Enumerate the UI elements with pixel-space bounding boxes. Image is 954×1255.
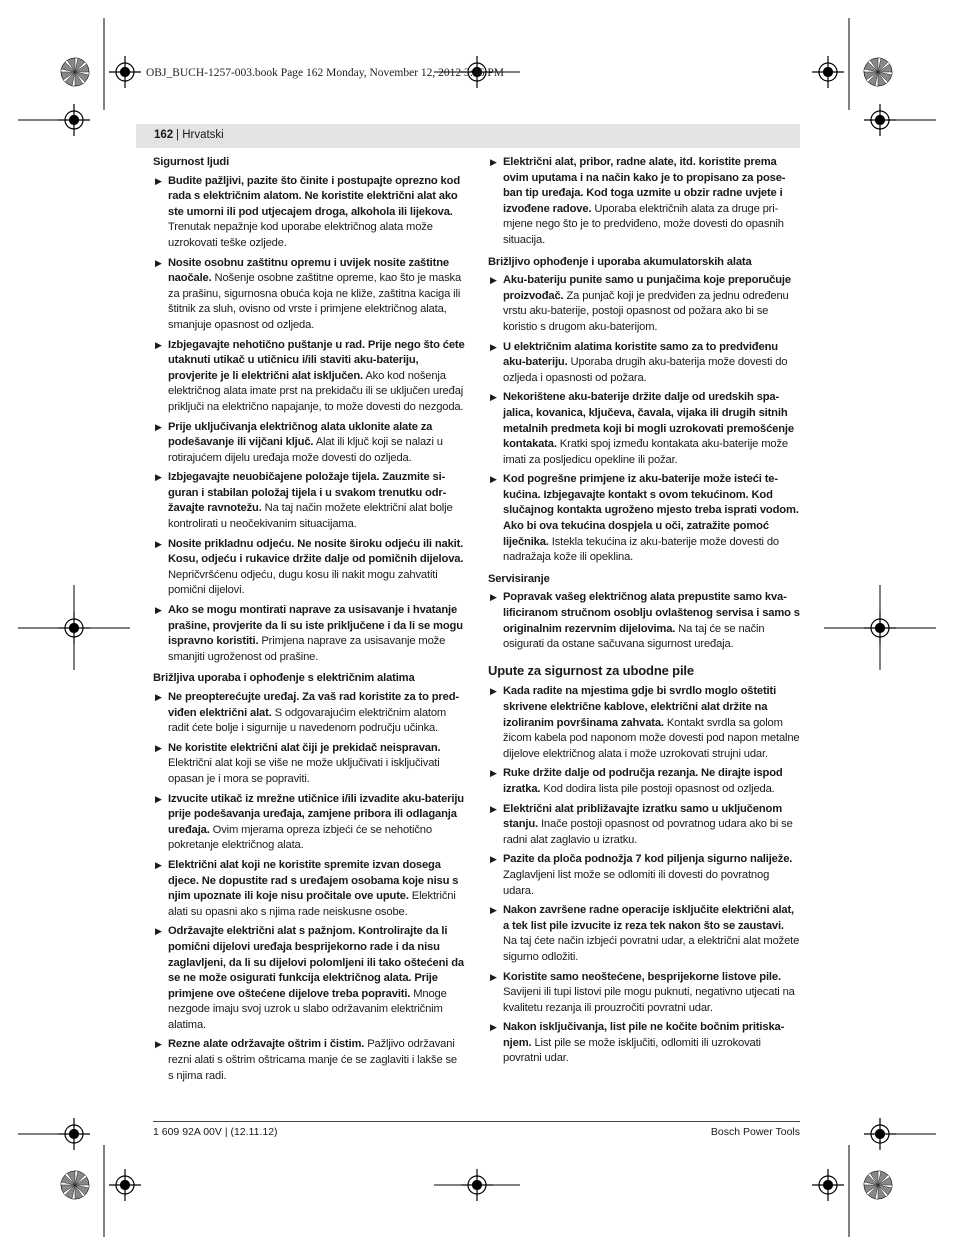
bullet-arrow-icon: ▶: [155, 472, 162, 483]
safety-item: [488, 1020, 800, 1067]
bullet-arrow-icon: ▶: [490, 341, 497, 352]
item-text: Istekla tekućina iz aku-baterije može dovesti do nadražaja kože ili opeklina.: [503, 535, 779, 564]
item-text: Na taj će se način osigurati da ostane sačuvana sigurnost uređaja.: [503, 622, 765, 651]
item-bold-text: Prije uključivanja električnog alata uklonite alate za podešavanje ili vijčani ključ.: [168, 420, 433, 449]
right-column: [488, 155, 800, 1071]
footer-left: 1 609 92A 00V | (12.11.12): [153, 1126, 278, 1138]
item-bold-text: Kada radite na mjestima gdje bi svrdlo moglo oštetiti skrivene električne kablove, električni alat držite na izoliranim površinama zahvata.: [503, 685, 777, 729]
item-text: Ovim mjerama opreza izbjeći će se nehotično pokretanje električnog alata.: [168, 823, 432, 852]
bullet-arrow-icon: ▶: [155, 859, 162, 870]
section-list: [153, 690, 465, 1084]
safety-item: [488, 802, 800, 849]
safety-item: [488, 155, 800, 249]
safety-item: [153, 256, 465, 334]
safety-item: [488, 590, 800, 652]
item-text: Uporaba drugih aku-baterija može dovesti do ozljeda i opasnosti od požara.: [503, 356, 788, 384]
item-bold-text: Održavajte električni alat s pažnjom. Kontrolirajte da li pomični dijelovi uređaja besprijekorno rade i da nisu zaglavljeni, da li su dijelovi polomljeni ili tako oštećeni da se ne može osigurati funkcija električnog alata. Prije primjene ove oštećene dijelove treba popraviti.: [168, 925, 464, 1000]
left-column: [153, 155, 465, 1088]
safety-item: [153, 174, 465, 252]
safety-item: [153, 1037, 465, 1084]
item-bold-text: Ruke držite dalje od područja rezanja. Ne dirajte ispod izratka.: [503, 767, 783, 795]
item-bold-text: Rezne alate održavajte oštrim i čistim.: [168, 1038, 365, 1051]
section-list: [488, 155, 800, 249]
bullet-arrow-icon: ▶: [155, 339, 162, 350]
bullet-arrow-icon: ▶: [490, 592, 497, 603]
safety-item: [488, 684, 800, 762]
item-text: Električni alati su opasni ako s njima rade neiskusne osobe.: [168, 890, 456, 918]
item-text: List pile se može isključiti, odlomiti ili uzrokovati povratni udar.: [503, 1036, 761, 1065]
bullet-arrow-icon: ▶: [490, 803, 497, 814]
section-list: [488, 590, 800, 652]
safety-item: [153, 537, 465, 599]
section-heading: Brižljivo ophođenje i uporaba akumulatorskih alata: [488, 255, 752, 268]
item-bold-text: Ne preopterećujte uređaj. Za vaš rad koristite za to predviđen električni alat.: [168, 691, 460, 719]
item-text: Nošenje osobne zaštitne opreme, kao što je maska za prašinu, sigurnosna obuća koja ne kliže, zaštitna kaciga ili štitnik za sluh, ovisno od vrste i primjene električnog alata, smanjuje opasnost od ozljeda.: [168, 272, 462, 331]
section-list: [488, 684, 800, 1067]
item-bold-text: Aku-bateriju punite samo u punjačima koje preporučuje proizvođač.: [503, 274, 791, 302]
item-text: Pažljivo održavani rezni alati s oštrim oštricama manje će se zaglaviti i lakše se s njima radi.: [168, 1038, 457, 1082]
footer-right: Bosch Power Tools: [710, 1126, 800, 1138]
print-slug: OBJ_BUCH-1257-003.book Page 162 Monday, November 12, 2012 3:46 PM: [146, 67, 504, 79]
bullet-arrow-icon: ▶: [490, 971, 497, 982]
bullet-arrow-icon: ▶: [155, 421, 162, 432]
safety-item: [488, 852, 800, 899]
safety-item: [153, 924, 465, 1033]
footer-rule: [153, 1121, 800, 1122]
item-text: Kontakt svrdla sa golom žicom kabela pod naponom može dovesti pod napon metalne dijelove električnog alata i može uzrokovati strujni udar.: [503, 716, 800, 760]
page-number: 162: [154, 129, 174, 141]
item-text: Uporaba električnih alata za druge primjene nego što je to predviđeno, može dovesti do opasnih situacija.: [503, 202, 784, 246]
item-bold-text: Električni alat koji ne koristite spremite izvan dosega djece. Ne dopustite rad s uređajem osobama koje nisu s njim upoznate ili koje nisu pročitale ove upute.: [168, 858, 459, 903]
item-bold-text: Nakon završene radne operacije isključite električni alat, a tek list pile izvucite iz reza tek nakon što se zaustavi.: [503, 904, 795, 932]
item-bold-text: Električni alat, pribor, radne alate, itd. koristite prema ovim uputama i na način kako je to propisano za poseban tip uređaja. Kod toga uzmite u obzir radne uvjete i izvođene radove.: [503, 156, 786, 215]
section-heading: Brižljiva uporaba i ophođenje s električnim alatima: [153, 672, 415, 685]
item-text: Inače postoji opasnost od povratnog udara ako bi se radni alat zaglavio u izratku.: [503, 818, 793, 846]
safety-item: [153, 338, 465, 416]
safety-item: [153, 792, 465, 854]
safety-item: [488, 472, 800, 566]
safety-item: [488, 970, 800, 1017]
item-bold-text: Električni alat približavajte izratku samo u uključenom stanju.: [503, 802, 782, 831]
item-text: Na taj način možete električni alat bolje kontrolirati u neočekivanim situacijama.: [168, 502, 453, 531]
item-bold-text: Izbjegavajte nehotično puštanje u rad. Prije nego što ćete utaknuti utikač u utičnicu i/ili staviti aku-bateriju, provjerite je li električni alat isključen.: [168, 338, 465, 382]
item-text: Na taj ćete način izbjeći povratni udar, a električni alat možete sigurno odložiti.: [503, 935, 800, 963]
bullet-arrow-icon: ▶: [490, 854, 497, 865]
bullet-arrow-icon: ▶: [155, 538, 162, 549]
item-text: Kod dodira lista pile postoji opasnost od ozljeda.: [540, 782, 775, 795]
item-text: Alat ili ključ koji se nalazi u rotirajućem dijelu uređaja može dovesti do ozljeda.: [168, 436, 443, 464]
bullet-arrow-icon: ▶: [155, 257, 162, 268]
bullet-arrow-icon: ▶: [155, 605, 162, 616]
bullet-arrow-icon: ▶: [155, 742, 162, 753]
item-text: Trenutak nepažnje kod uporabe električnog alata može uzrokovati teške ozljede.: [168, 221, 433, 249]
safety-item: [488, 390, 800, 468]
bullet-arrow-icon: ▶: [490, 1022, 497, 1033]
item-bold-text: Izvucite utikač iz mrežne utičnice i/ili izvadite aku-bateriju prije podešavanja uređaja, zamjene pribora ili odlaganja uređaja.: [168, 792, 464, 836]
item-text: Mnoge nezgode imaju svoj uzrok u slabo održavanim električnim alatima.: [168, 987, 447, 1031]
section-heading: Sigurnost ljudi: [153, 156, 230, 168]
item-bold-text: Popravak vašeg električnog alata prepustite samo kvalificiranom stručnom osoblju ovlaštenog servisa i samo s originalnim rezervnim dijelovima.: [503, 591, 800, 635]
item-bold-text: U električnim alatima koristite samo za to predviđenu aku-bateriju.: [503, 340, 778, 369]
safety-item: [153, 858, 465, 920]
item-bold-text: Pazite da ploča podnožja 7 kod piljenja sigurno naliježe.: [503, 853, 793, 866]
item-bold-text: Nekorištene aku-baterije držite dalje od uredskih spajalica, kovanica, ključeva, čavala, vijaka ili drugih sitnih metalnih predmeta koji bi mogli uzrokovati premošćenje kontakata.: [503, 391, 794, 451]
item-text: S odgovarajućim električnim alatom radit ćete bolje i sigurnije u navedenom području učinka.: [168, 706, 447, 735]
item-bold-text: Budite pažljivi, pazite što činite i postupajte oprezno kod rada s električnim alatom. Ne koristite električni alat ako ste umorni ili pod utjecajem droga, alkohola ili lijekova.: [168, 174, 461, 218]
bullet-arrow-icon: ▶: [155, 1039, 162, 1050]
safety-item: [153, 470, 465, 532]
item-text: Ako kod nošenja električnog alata imate prst na prekidaču ili se uključen uređaj priključi na električno napajanje, to može dovesti do nezgoda.: [168, 369, 464, 413]
header-language: | Hrvatski: [176, 129, 224, 141]
bullet-arrow-icon: ▶: [155, 175, 162, 186]
page-header: [136, 124, 800, 148]
item-bold-text: Nosite osobnu zaštitnu opremu i uvijek nosite zaštitne naočale.: [168, 256, 449, 285]
item-text: Kratki spoj između kontakata aku-baterije može imati za posljedicu opekline ili požar.: [503, 438, 788, 466]
safety-item: [153, 741, 465, 788]
bullet-arrow-icon: ▶: [490, 157, 497, 167]
safety-item: [153, 690, 465, 737]
bullet-arrow-icon: ▶: [490, 905, 497, 916]
section-heading: Servisiranje: [488, 572, 550, 585]
item-bold-text: Izbjegavajte neuobičajene položaje tijela. Zauzmite siguran i stabilan položaj tijela i u svakom trenutku održavajte ravnotežu.: [168, 471, 447, 515]
section-list: [153, 174, 465, 666]
safety-item: [153, 603, 465, 665]
safety-item: [153, 420, 465, 467]
bullet-arrow-icon: ▶: [155, 926, 162, 937]
safety-item: [488, 766, 800, 797]
bullet-arrow-icon: ▶: [490, 768, 497, 779]
safety-item: [488, 340, 800, 387]
item-bold-text: Koristite samo neoštećene, besprijekorne listove pile.: [503, 970, 781, 983]
bullet-arrow-icon: ▶: [490, 392, 497, 403]
item-bold-text: Ako se mogu montirati naprave za usisavanje i hvatanje prašine, provjerite da li su iste priključene i da li se mogu ispravno koristiti.: [168, 604, 463, 648]
bullet-arrow-icon: ▶: [490, 686, 497, 697]
item-bold-text: Kod pogrešne primjene iz aku-baterije može isteći tekućina. Izbjegavajte kontakt s ovom tekućinom. Kod slučajnog kontakta ugroženo mjesto treba isprati vodom. Ako bi ova tekućina dospjela u oči, zatražite pomoć liječnika.: [503, 473, 799, 548]
item-text: Zaglavljeni list može se odlomiti ili dovesti do povratnog udara.: [503, 868, 770, 897]
safety-item: [488, 903, 800, 965]
bullet-arrow-icon: ▶: [490, 275, 497, 286]
safety-item: [488, 273, 800, 335]
item-bold-text: Ne koristite električni alat čiji je prekidač neispravan.: [168, 741, 441, 754]
section-heading-large: Upute za sigurnost za ubodne pile: [488, 662, 694, 678]
section-list: [488, 273, 800, 566]
item-text: Savijeni ili tupi listovi pile mogu puknuti, negativno utjecati na kvalitetu rezanja ili prouzročiti povratni udar.: [503, 986, 795, 1014]
bullet-arrow-icon: ▶: [155, 793, 162, 804]
language-label: Hrvatski: [182, 129, 224, 141]
item-text: Električni alat koji se više ne može uključivati i isključivati opasan je i mora se popraviti.: [168, 757, 440, 785]
item-text: Za punjač koji je predviđen za jednu određenu vrstu aku-baterije, postoji opasnost od požara ako bi se koristio s drugom aku-baterijom.: [503, 289, 789, 333]
bullet-arrow-icon: ▶: [155, 692, 162, 702]
item-bold-text: Nakon isključivanja, list pile ne kočite bočnim pritiskanjem.: [503, 1021, 785, 1049]
item-bold-text: Nosite prikladnu odjeću. Ne nosite široku odjeću ili nakit. Kosu, odjeću i rukavice držite dalje od pomičnih dijelova.: [168, 537, 464, 566]
item-text: Nepričvršćenu odjeću, dugu kosu ili nakit mogu zahvatiti pomični dijelovi.: [168, 568, 438, 597]
bullet-arrow-icon: ▶: [490, 474, 497, 485]
item-text: Primjena naprave za usisavanje može smanjiti ugroženost od prašine.: [168, 635, 446, 663]
